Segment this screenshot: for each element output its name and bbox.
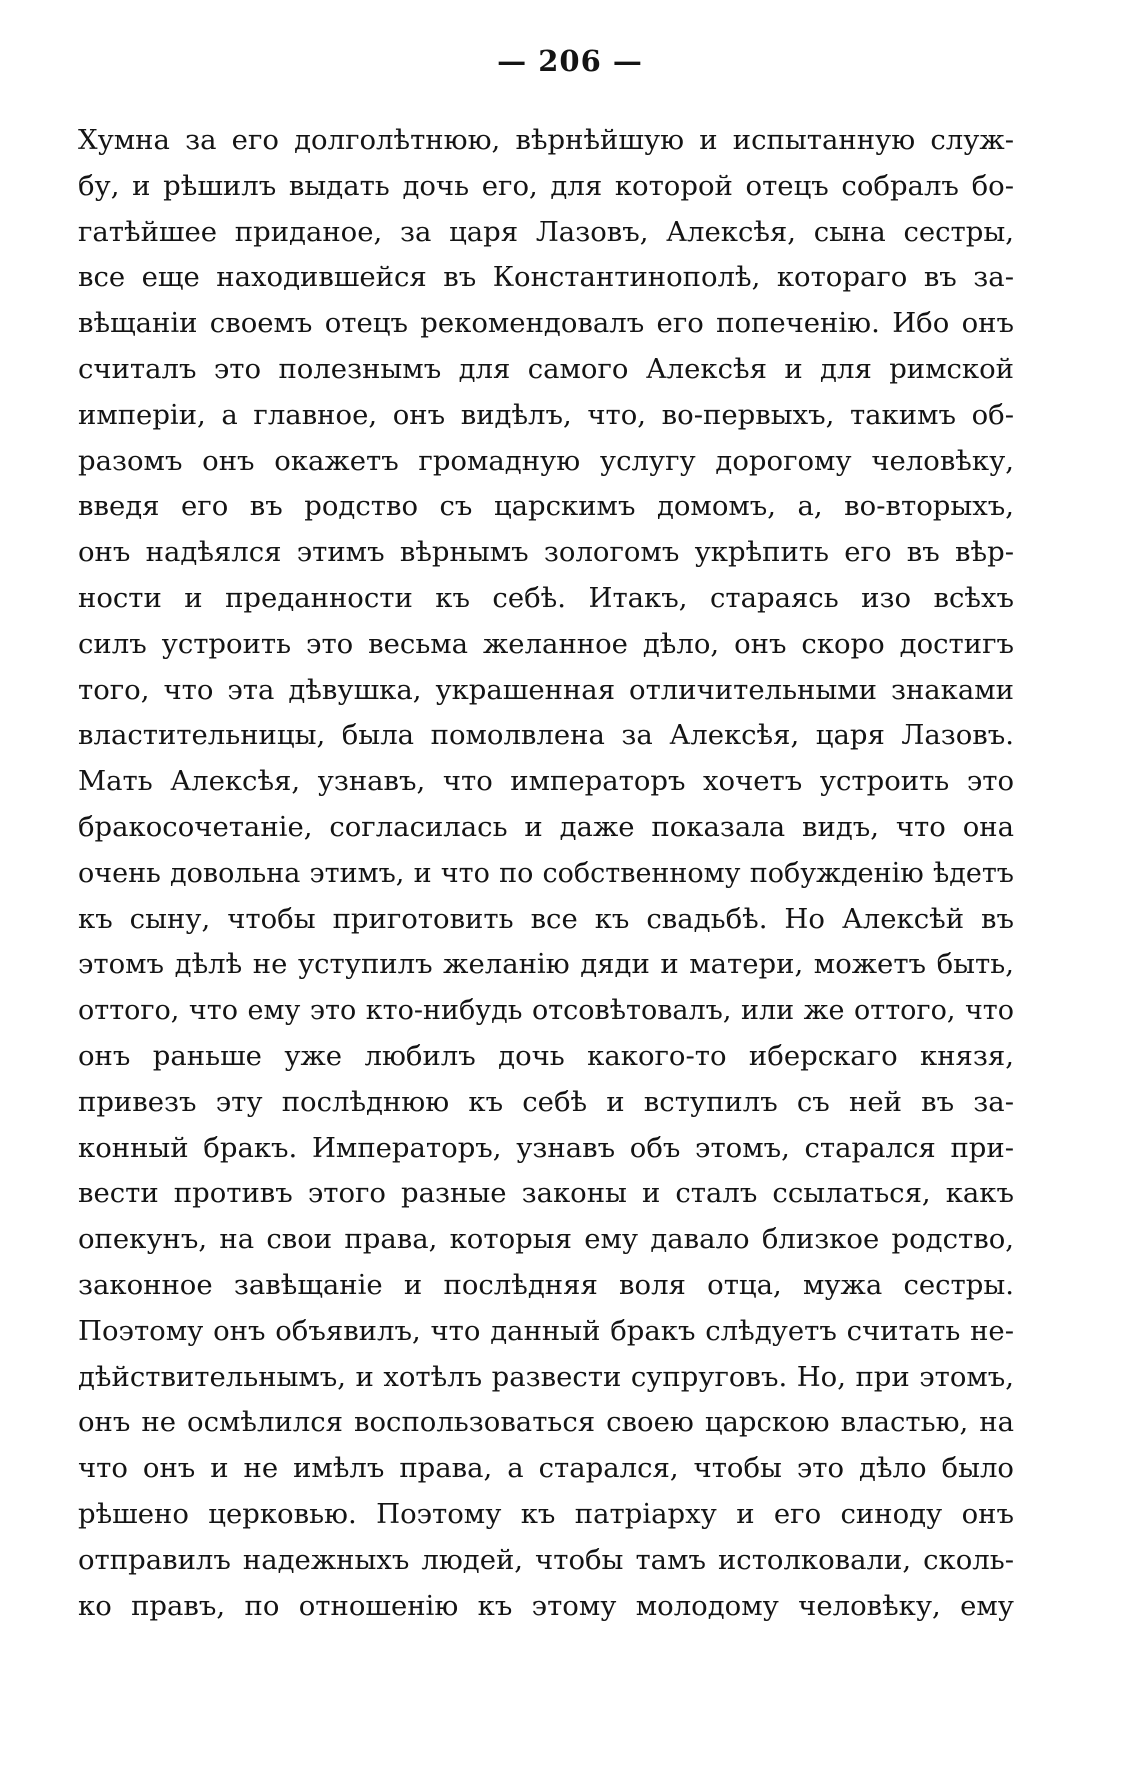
text-line: бу, и рѣшилъ выдать дочь его, для которой отецъ собралъ бо- [78,169,1014,202]
text-line: силъ устроить это весьма желанное дѣло, онъ скоро достигъ [78,627,1014,660]
text-line: дѣйствительнымъ, и хотѣлъ развести супруговъ. Но, при этомъ, [78,1360,1014,1393]
text-line: конный бракъ. Императоръ, узнавъ объ этомъ, старался при- [78,1131,1014,1164]
text-line: очень довольна этимъ, и что по собственному побужденію ѣдетъ [78,857,1014,889]
text-line: оттого, что ему это кто-нибудь отсовѣтовалъ, или же оттого, что [78,995,1014,1027]
text-line: Мать Алексѣя, узнавъ, что императоръ хочетъ устроить это [78,765,1014,798]
text-line: вѣщаніи своемъ отецъ рекомендовалъ его попеченію. Ибо онъ [78,307,1014,340]
body-text [78,118,1014,1629]
text-line: что онъ и не имѣлъ права, а старался, чтобы это дѣло было [78,1452,1014,1485]
text-line: онъ раньше уже любилъ дочь какого-то иберскаго князя, [78,1039,1014,1072]
text-line: вести противъ этого разные законы и сталъ ссылаться, какъ [78,1177,1014,1210]
text-line: ко правъ, по отношенію къ этому молодому человѣку, ему [78,1589,1014,1622]
text-line: законное завѣщаніе и послѣдняя воля отца, мужа сестры. [78,1268,1014,1301]
text-line: Поэтому онъ объявилъ, что данный бракъ слѣдуетъ считать не- [78,1314,1014,1347]
text-line: отправилъ надежныхъ людей, чтобы тамъ истолковали, сколь- [78,1543,1014,1576]
text-line: ности и преданности къ себѣ. Итакъ, стараясь изо всѣхъ [78,581,1014,614]
text-line: этомъ дѣлѣ не уступилъ желанію дяди и матери, можетъ быть, [78,948,1014,981]
text-line: все еще находившейся въ Константинополѣ, котораго въ за- [78,261,1014,294]
text-line: Хумна за его долголѣтнюю, вѣрнѣйшую и испытанную служ- [78,124,1014,156]
text-line: опекунъ, на свои права, которыя ему давало близкое родство, [78,1223,1014,1256]
text-line: къ сыну, чтобы приготовить все къ свадьбѣ. Но Алексѣй въ [78,902,1014,935]
text-line: онъ надѣялся этимъ вѣрнымъ зологомъ укрѣпить его въ вѣр- [78,536,1014,569]
text-line: считалъ это полезнымъ для самого Алексѣя и для римской [78,352,1014,385]
page-number: — 206 — [497,44,643,78]
text-line: бракосочетаніе, согласилась и даже показала видъ, что она [78,810,1014,843]
text-line: имперіи, а главное, онъ видѣлъ, что, во-первыхъ, такимъ об- [78,398,1014,431]
text-line: властительницы, была помолвлена за Алексѣя, царя Лазовъ. [78,719,1014,752]
text-line: гатѣйшее приданое, за царя Лазовъ, Алексѣя, сына сестры, [78,215,1014,248]
text-line: онъ не осмѣлился воспользоваться своею царскою властью, на [78,1406,1014,1439]
text-line: введя его въ родство съ царскимъ домомъ, а, во-вторыхъ, [78,490,1014,523]
text-line: рѣшено церковью. Поэтому къ патріарху и его синоду онъ [78,1497,1014,1530]
text-line: привезъ эту послѣднюю къ себѣ и вступилъ съ ней въ за- [78,1085,1014,1118]
text-line: разомъ онъ окажетъ громадную услугу дорогому человѣку, [78,444,1014,477]
text-line: того, что эта дѣвушка, украшенная отличительными знаками [78,673,1014,706]
